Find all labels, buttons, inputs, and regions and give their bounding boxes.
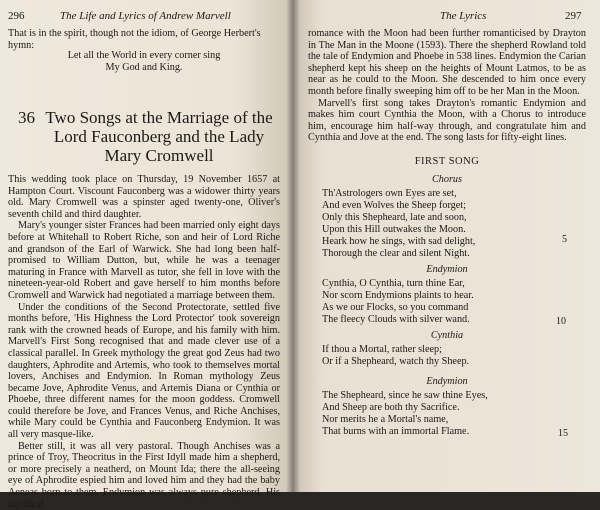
paragraph: Marvell's first song takes Drayton's romantic Endymion and makes him court Cynthia the Moon, with a Chorus to introduce him, encourage him half-way through, and congratulate him and Cynthia and Jove at the end. The song lasts for fifty-eight lines. xyxy=(308,97,586,144)
verse-line: The Shepheard, since he saw thine Eyes, xyxy=(322,390,488,401)
speaker-endymion-2: Endymion xyxy=(426,376,468,387)
speaker-endymion: Endymion xyxy=(426,264,468,275)
verse-line: Nor merits he a Mortal's name, xyxy=(322,414,449,425)
left-page xyxy=(0,0,292,510)
stanza-endymion xyxy=(322,278,474,326)
verse-line: Or if a Shepheard, watch thy Sheep. xyxy=(322,356,470,367)
speaker-cynthia: Cynthia xyxy=(430,330,464,341)
stanza-chorus xyxy=(322,188,475,260)
section-heading xyxy=(8,108,280,165)
running-head-text: The Lyrics xyxy=(440,10,487,22)
gutter-shadow xyxy=(286,0,300,492)
verse-line: Upon this Hill outwakes the Moon. xyxy=(322,224,466,235)
hymn-verse xyxy=(8,50,280,74)
verse-line: As we our Flocks, so you command xyxy=(322,302,469,313)
verse-line: Thorough the clear and silent Night. xyxy=(322,248,470,259)
left-body-text xyxy=(8,174,280,510)
verse-line: And Sheep are both thy Sacrifice. xyxy=(322,402,460,413)
line-number: 5 xyxy=(562,234,567,245)
paragraph: romance with the Moon had been further romanticised by Drayton in The Man in the Moone (1593). There the shepherd Rowland told the tale of Endymion and Phoebe in 538 lines. Endymion the Carian shepherd kept his sheep on the heights of Mount Latmos, to be as near as he could to the Moon. She descended to him once every month before finally sweeping him off to be her Man in the Moon. xyxy=(308,28,586,97)
paragraph: Mary's younger sister Frances had been married only eight days before at Whitehall to Robert Riche, son and heir of Lord Riche and grandson of the Earl of Warwick. She had long been half-promised to William Dutton, but, while he was a teenager maturing in France with Marvell as tutor, she fell in love with the nineteen-year-old Robert and gave herself to him months before Cromwell and Warwick had negotiated a marriage between them. xyxy=(8,220,280,301)
paragraph: Under the conditions of the Second Protectorate, settled five months before, 'His Highness the Lord Protector' took sovereign rank with the crowned heads of Europe, and his family with him. Marvell's First Song recognised that and made clever use of a classical parallel. In Greek mythology the great god Zeus had two daughters, Aphrodite and Artemis, who took to themselves mortal lovers, Anchises and Endymion. In Roman mythology Zeus became Jove, Aphrodite Venus, and Artemis Diana or Cynthia or Phoebe, three different names for the moon goddess. Cromwell could therefore be Jove, and Frances Venus, and Riche Anchises, while Mary could be Cynthia and Fauconberg Endymion. It was all very masque-like. xyxy=(8,301,280,441)
paragraph: This wedding took place on Thursday, 19 November 1657 at Hampton Court. Viscount Fauconberg was a widower thirty years old. Mary Cromwell was a spinster aged twenty-one, Oliver's seventh child and third daughter. xyxy=(8,174,280,220)
verse-line: Only this Shepheard, late and soon, xyxy=(322,212,467,223)
page-number-right: 297 xyxy=(565,10,582,22)
verse-line: Let all the World in every corner sing xyxy=(67,50,221,61)
song-title: FIRST SONG xyxy=(414,156,480,167)
page-number-left: 296 xyxy=(8,10,25,22)
running-head-left xyxy=(60,10,231,22)
verse-line: If thou a Mortal, rather sleep; xyxy=(322,344,442,355)
verse-line: Nor scorn Endymions plaints to hear. xyxy=(322,290,474,301)
intro-line: That is in the spirit, though not the idiom, of George Herbert's hymn: xyxy=(8,28,261,51)
right-body-text xyxy=(308,28,586,144)
verse-line: My God and King. xyxy=(105,62,183,73)
section-title: Two Songs at the Marriage of the Lord Fauconberg and the Lady Mary Cromwell xyxy=(45,108,273,165)
line-number: 10 xyxy=(556,316,566,327)
verse-line: Heark how he sings, with sad delight, xyxy=(322,236,476,247)
line-number: 15 xyxy=(558,428,568,439)
verse-line: Th'Astrologers own Eyes are set, xyxy=(322,188,457,199)
running-head-right xyxy=(440,10,486,22)
stanza-endymion-2 xyxy=(322,390,488,438)
speaker-chorus: Chorus xyxy=(431,174,462,185)
verse-line: Cynthia, O Cynthia, turn thine Ear, xyxy=(322,278,465,289)
verse-line: That burns with an immortal Flame. xyxy=(322,426,470,437)
verse-line: The fleecy Clouds with silver wand. xyxy=(322,314,470,325)
paragraph: Better still, it was all very pastoral. Though Anchises was a prince of Troy, Theocritus in the First Idyll made him a shepherd, or more precisely a neatherd, on Mount Ida; there the all-seeing eye of Aphrodite espied him and loved him and they had the baby Aeneas born to them. Endymion was always pure shepherd. His mythical xyxy=(8,440,280,510)
stanza-cynthia xyxy=(322,344,469,368)
section-number: 36 xyxy=(18,108,35,127)
running-head-text: The Life and Lyrics of Andrew Marvell xyxy=(60,10,231,22)
verse-line: And even Wolves the Sheep forget; xyxy=(322,200,466,211)
